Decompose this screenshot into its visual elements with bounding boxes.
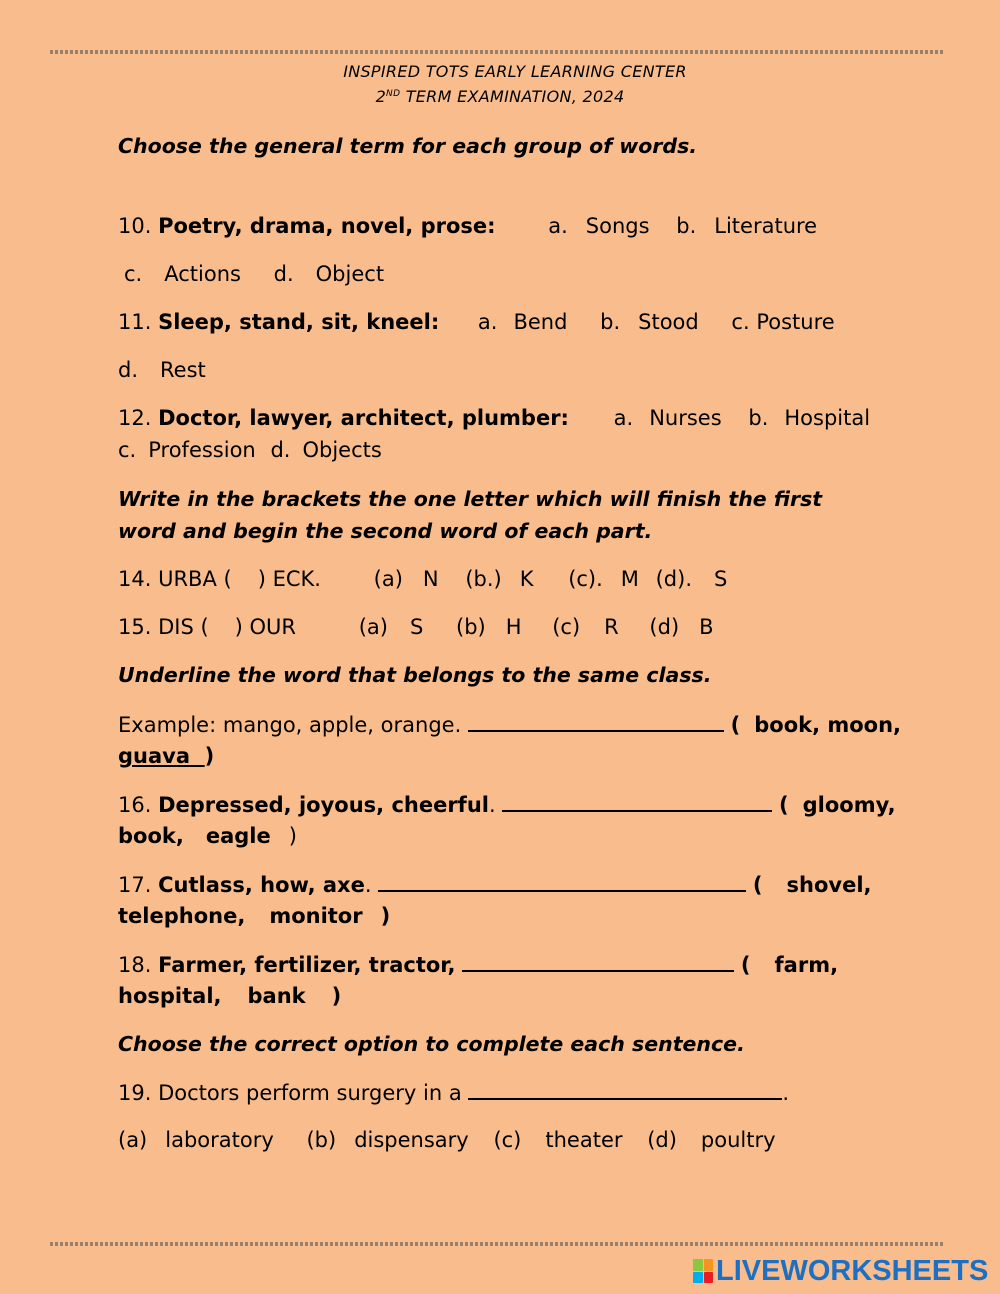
section3-instruction: Underline the word that belongs to the same class.	[118, 663, 712, 687]
q19-blank[interactable]	[468, 1080, 782, 1100]
question-19-options: (a) laboratory (b) dispensary (c) theater (d) poultry	[118, 1128, 776, 1152]
q12-option-d[interactable]: Objects	[302, 438, 382, 462]
section2-instruction-line1: Write in the brackets the one letter which will finish the first	[118, 487, 823, 511]
exam-title: 2ND TERM EXAMINATION, 2024	[375, 87, 625, 106]
question-19: 19. Doctors perform surgery in a .	[118, 1081, 790, 1105]
q14-option-a[interactable]: N	[422, 567, 439, 591]
question-12-cont: c. Profession d. Objects	[118, 438, 382, 462]
q19-option-a[interactable]: laboratory	[165, 1128, 274, 1152]
q12-option-c[interactable]: Profession	[148, 438, 256, 462]
question-17-cont: telephone, monitor )	[118, 904, 391, 928]
q16-option-1[interactable]: gloomy,	[802, 793, 896, 817]
q11-option-b[interactable]: Stood	[638, 310, 699, 334]
top-dotted-rule	[50, 50, 945, 54]
q15-option-c[interactable]: R	[604, 615, 619, 639]
q15-option-b[interactable]: H	[505, 615, 522, 639]
q12-option-b[interactable]: Hospital	[784, 406, 871, 430]
question-17: 17. Cutlass, how, axe. ( shovel,	[118, 873, 872, 897]
question-10-cont: c. Actions d. Object	[124, 262, 385, 286]
q17-option-1[interactable]: shovel,	[786, 873, 872, 897]
q19-option-c[interactable]: theater	[545, 1128, 623, 1152]
example-line-cont: guava )	[118, 744, 215, 768]
liveworksheets-wordmark: LIVEWORKSHEETS	[716, 1254, 989, 1287]
liveworksheets-mark-icon	[693, 1259, 713, 1283]
question-12: 12. Doctor, lawyer, architect, plumber: a. Nurses b. Hospital	[118, 406, 871, 430]
section4-instruction: Choose the correct option to complete each sentence.	[118, 1032, 745, 1056]
liveworksheets-logo[interactable]	[693, 1256, 988, 1286]
q16-blank[interactable]	[502, 792, 772, 812]
q17-option-2[interactable]: telephone,	[118, 904, 246, 928]
q19-option-b[interactable]: dispensary	[354, 1128, 469, 1152]
example-answer: guava	[118, 744, 191, 768]
q15-option-d[interactable]: B	[699, 615, 714, 639]
question-11-cont: d. Rest	[118, 358, 206, 382]
question-15: 15. DIS ( ) OUR (a) S (b) H (c) R (d) B	[118, 615, 714, 639]
q15-option-a[interactable]: S	[409, 615, 424, 639]
question-10: 10. Poetry, drama, novel, prose: a. Songs b. Literature	[118, 214, 818, 238]
section2-instruction-line2: word and begin the second word of each part.	[118, 519, 653, 543]
q10-option-a[interactable]: Songs	[585, 214, 650, 238]
q10-option-c[interactable]: Actions	[164, 262, 241, 286]
bottom-dotted-rule	[50, 1242, 945, 1246]
question-16-cont: book, eagle )	[118, 824, 297, 848]
q14-option-d[interactable]: S	[714, 567, 728, 591]
q19-option-d[interactable]: poultry	[700, 1128, 776, 1152]
q18-option-2[interactable]: hospital,	[118, 984, 222, 1008]
question-16: 16. Depressed, joyous, cheerful. ( gloomy,	[118, 793, 896, 817]
q14-option-b[interactable]: K	[519, 567, 534, 591]
q10-option-d[interactable]: Object	[315, 262, 385, 286]
q12-option-a[interactable]: Nurses	[649, 406, 722, 430]
q11-option-a[interactable]: Bend	[513, 310, 568, 334]
q18-option-3[interactable]: bank	[247, 984, 306, 1008]
question-18: 18. Farmer, fertilizer, tractor, ( farm,	[118, 953, 839, 977]
question-11: 11. Sleep, stand, sit, kneel: a. Bend b. Stood c. Posture	[118, 310, 835, 334]
section1-instruction: Choose the general term for each group of words.	[118, 134, 698, 158]
q10-option-b[interactable]: Literature	[714, 214, 818, 238]
q16-option-2[interactable]: book,	[118, 824, 184, 848]
q17-option-3[interactable]: monitor	[269, 904, 363, 928]
q11-option-c[interactable]: Posture	[756, 310, 835, 334]
q11-option-d[interactable]: Rest	[160, 358, 206, 382]
q14-option-c[interactable]: M	[620, 567, 639, 591]
example-line: Example: mango, apple, orange. ( book, moon,	[118, 713, 902, 737]
question-14: 14. URBA ( ) ECK. (a) N (b.) K (c). M (d). S	[118, 567, 728, 591]
q18-option-1[interactable]: farm,	[774, 953, 839, 977]
q18-blank[interactable]	[462, 952, 734, 972]
question-18-cont: hospital, bank )	[118, 984, 342, 1008]
example-blank	[468, 712, 724, 732]
q17-blank[interactable]	[378, 872, 746, 892]
q16-option-3[interactable]: eagle	[205, 824, 271, 848]
school-name: INSPIRED TOTS EARLY LEARNING CENTER	[343, 62, 687, 81]
